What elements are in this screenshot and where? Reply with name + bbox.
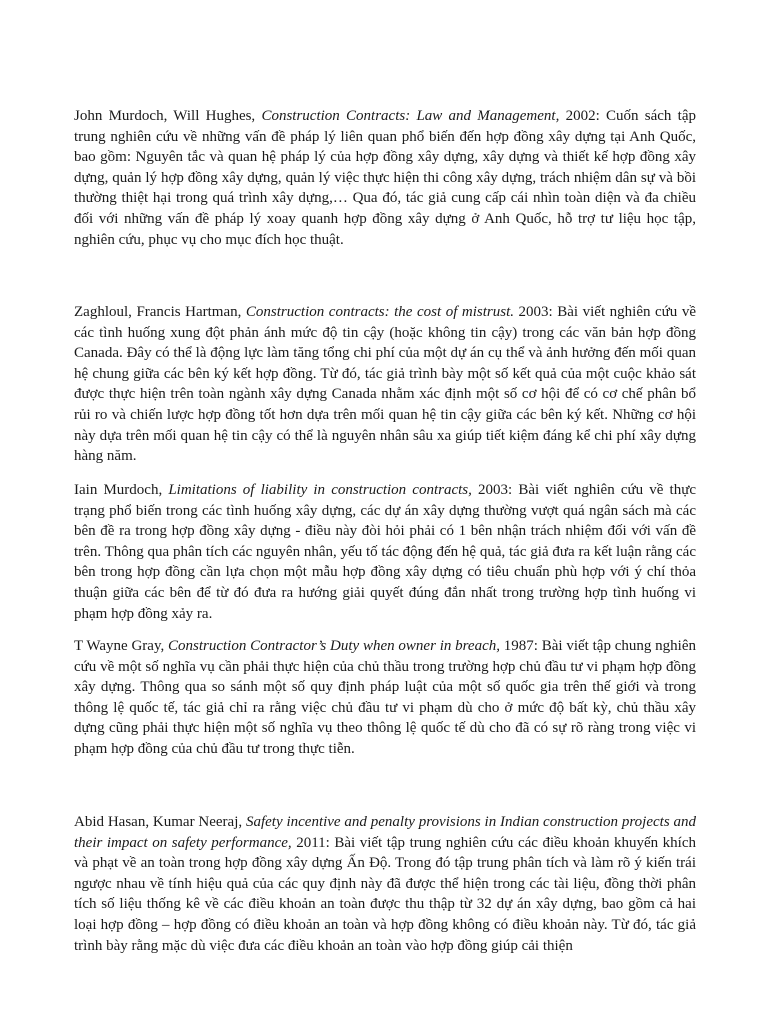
entry-authors: John Murdoch, Will Hughes, (74, 108, 262, 124)
entry-title: Limitations of liability in construction contracts, (168, 482, 472, 498)
reference-entry-3 (74, 480, 696, 624)
reference-entry-5 (74, 812, 696, 956)
entry-title: Construction Contractor’s Duty when owner in breach, (168, 638, 500, 654)
entry-authors: Iain Murdoch, (74, 482, 169, 498)
entry-title: Safety incentive and penalty provisions in Indian construction projects and their impact on safety performance, (74, 814, 696, 851)
entry-authors: Zaghloul, Francis Hartman, (74, 304, 246, 320)
reference-entry-2 (74, 302, 696, 467)
entry-body: 2011: Bài viết tập trung nghiên cứu các điều khoản khuyến khích và phạt về an toàn trong hợp đồng xây dựng Ấn Độ. Trong đó tập trung phân tích và làm rõ ý kiến trái ngược nhau về tính hiệu quả của các quy định này đã được thể hiện trong các tài liệu, đồng thời phân tích số liệu thống kê về các điều khoản an toàn được thu thập từ 32 dự án xây dựng, bao gồm cả hai loại hợp đồng – hợp đồng có điều khoản an toàn và hợp đồng không có điều khoản này. Từ đó, tác giả trình bày rằng mặc dù việc đưa các điều khoản an toàn vào hợp đồng giúp cải thiện (74, 834, 696, 954)
entry-authors: Abid Hasan, Kumar Neeraj, (74, 814, 246, 830)
reference-entry-1 (74, 106, 696, 250)
entry-body: 2003: Bài viết nghiên cứu về thực trạng phổ biến trong các tình huống xây dựng, các dự án xây dựng thường vượt quá ngân sách mà các bên đề ra trong hợp đồng xây dựng - điều này đòi hỏi phải có 1 bên nhận trách nhiệm đối với vấn đề trên. Thông qua phân tích các nguyên nhân, yếu tố tác động đến hệ quả, tác giả đưa ra kết luận rằng các bên trong hợp đồng cần lựa chọn một mẫu hợp đồng xây dựng có tiêu chuẩn phù hợp với ý chí thỏa thuận giữa các bên để từ đó đưa ra hướng giải quyết đúng đắn nhất trong trường hợp tình huống vi phạm hợp đồng xảy ra. (74, 482, 697, 622)
entry-body: 1987: Bài viết tập chung nghiên cứu về một số nghĩa vụ cần phải thực hiện của chủ thầu trong trường hợp chủ đầu tư vi phạm hợp đồng xây dựng. Thông qua so sánh một số quy định pháp luật của một số quốc gia trên thế giới và trong thông lệ quốc tế, tác giả chỉ ra rằng việc chủ đầu tư vi phạm dù cho ở mức độ bất kỳ, chủ thầu xây dựng cũng phải thực hiện một số nghĩa vụ theo thông lệ quốc tế dù cho đã có sự rõ ràng trong việc vi phạm hợp đồng của chủ đầu tư trong thực tiễn. (74, 638, 696, 757)
entry-authors: T Wayne Gray, (74, 638, 168, 654)
entry-body: 2003: Bài viết nghiên cứu về các tình huống xung đột phản ánh mức độ tin cậy (hoặc không tin cậy) trong các văn bản hợp đồng Canada. Đây có thể là động lực làm tăng tổng chi phí của một dự án cụ thể và ảnh hưởng đến mối quan hệ chung giữa các bên ký kết hợp đồng. Từ đó, tác giả trình bày một số kết quả của một cuộc khảo sát được thực hiện trên toàn ngành xây dựng Canada nhằm xác định một số cơ hội để có cơ chế phân bổ rủi ro và chiến lược hợp đồng tốt hơn dựa trên mối quan hệ tin cậy giữa các bên ký kết. Những cơ hội này dựa trên mối quan hệ tin cậy có thể là nguyên nhân sâu xa giúp tiết kiệm đáng kể chi phí xây dựng hàng năm. (74, 304, 696, 465)
entry-body: 2002: Cuốn sách tập trung nghiên cứu về những vấn đề pháp lý liên quan phổ biến đến hợp đồng xây dựng tại Anh Quốc, bao gồm: Nguyên tắc và quan hệ pháp lý của hợp đồng xây dựng, xây dựng và thiết kế hợp đồng xây dựng, quản lý hợp đồng xây dựng, quản lý việc thực hiện thi công xây dựng, trách nhiệm dân sự và bồi thường thiệt hại trong quá trình xây dựng,… Qua đó, tác giả cung cấp cái nhìn toàn diện và đa chiều đối với những vấn đề pháp lý xoay quanh hợp đồng xây dựng ở Anh Quốc, hỗ trợ tư liệu học tập, nghiên cứu, phục vụ cho mục đích học thuật. (74, 108, 696, 248)
reference-entry-4 (74, 636, 696, 760)
entry-title: Construction Contracts: Law and Management, (261, 108, 560, 124)
entry-title: Construction contracts: the cost of mistrust. (245, 304, 515, 320)
